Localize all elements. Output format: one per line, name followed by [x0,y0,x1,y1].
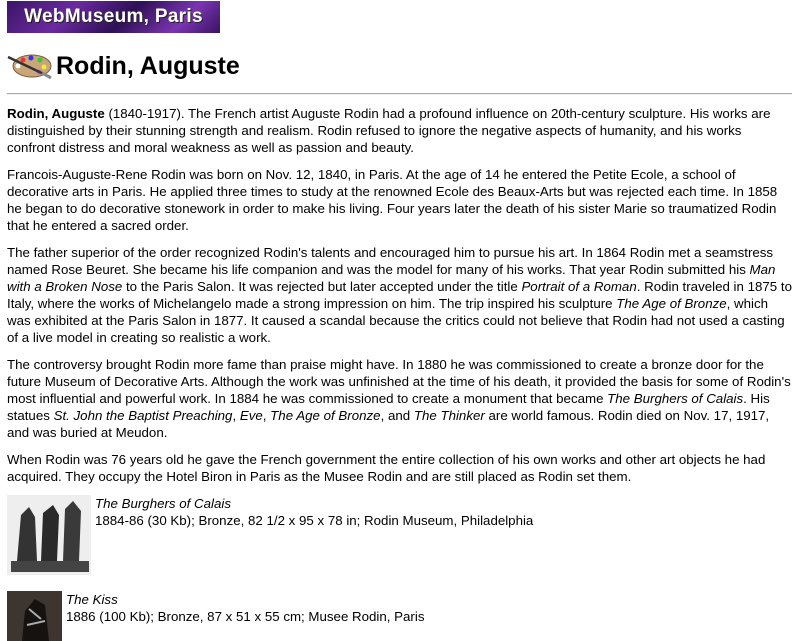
paragraph [7,244,793,346]
work-details: 1886 (100 Kb); Bronze, 87 x 51 x 55 cm; Musee Rodin, Paris [66,609,425,624]
work-title-link[interactable]: The Kiss [66,592,118,607]
text-segment: , [262,408,271,423]
work-details: 1884-86 (30 Kb); Bronze, 82 1/2 x 95 x 78 in; Rodin Museum, Philadelphia [95,513,534,528]
kiss-thumbnail[interactable] [7,591,62,641]
text-segment: When Rodin was 76 years old he gave the French government the entire collection of his own works and other art objects he had acquired. They occupy the Hotel Biron in Paris as the Musee Rodin and are still placed as Rodin set them. [7,452,766,484]
work-title-link[interactable]: The Burghers of Calais [95,496,231,511]
paragraph [7,166,793,234]
artwork-title: Eve [239,408,263,423]
text-segment: The father superior of the order recognized Rodin's talents and encouraged him to pursue his art. In 1864 Rodin met a seamstress named Rose Beuret. She became his life companion and was the model for many of his works. That year Rodin submitted his [7,245,774,277]
artist-name: Rodin, Auguste [7,106,105,121]
paragraph [7,356,793,441]
text-segment: , and [380,408,414,423]
text-segment: are world famous. Rodin died on Nov. 17, 1917, and was buried at Meudon. [7,408,770,440]
artwork-title: Man with a Broken Nose [7,262,776,294]
text-segment: . His statues [7,391,770,423]
banner-title: WebMuseum, Paris [24,6,203,27]
paragraph [7,105,793,156]
webmuseum-banner[interactable] [7,1,220,33]
burghers-thumbnail[interactable] [7,495,91,575]
palette-icon [6,52,52,80]
artwork-title: The Burghers of Calais [607,391,744,406]
artwork-title: The Age of Bronze [270,408,381,423]
work-item [7,495,800,575]
text-segment: , [232,408,240,423]
text-segment: Francois-Auguste-Rene Rodin was born on Nov. 12, 1840, in Paris. At the age of 14 he entered the Petite Ecole, a school of decorative arts in Paris. He applied three times to study at the renowned Ecole des Beaux-Arts but was rejected each time. In 1858 he began to do decorative stonework in order to make his living. Four years later the death of his sister Marie so traumatized Rodin that he entered a sacred order. [7,167,778,233]
artwork-title: Portrait of a Roman [521,279,637,294]
text-segment: (1840-1917). The French artist Auguste Rodin had a profound influence on 20th-century sculpture. His works are distinguished by their stunning strength and realism. Rodin refused to ignore the negative aspects of humanity, and his works confront distress and moral weakness as well as passion and beauty. [7,106,771,155]
text-segment: . Rodin traveled in 1875 to Italy, where the works of Michelangelo made a strong impression on him. The trip inspired his sculpture [7,279,792,311]
divider [7,93,792,95]
text-segment: to the Paris Salon. It was rejected but later accepted under the title [122,279,522,294]
text-segment: The controversy brought Rodin more fame than praise might have. In 1880 he was commissioned to create a bronze door for the future Museum of Decorative Arts. Although the work was unfinished at the time of his death, it provided the basis for some of Rodin's most influential and powerful work. In 1884 he was commissioned to create a monument that became [7,357,791,406]
text-segment: , which was exhibited at the Paris Salon in 1877. It caused a scandal because the critics could not believe that Rodin had not used a casting of a live model in creating so realistic a work. [7,296,785,345]
artwork-title: The Age of Bronze [616,296,727,311]
work-item [7,591,800,641]
artwork-title: The Thinker [413,408,485,423]
paragraph [7,451,793,485]
page-header [6,50,800,82]
artwork-title: St. John the Baptist Preaching [53,408,233,423]
biography [7,105,793,485]
page-title: Rodin, Auguste [56,52,240,80]
